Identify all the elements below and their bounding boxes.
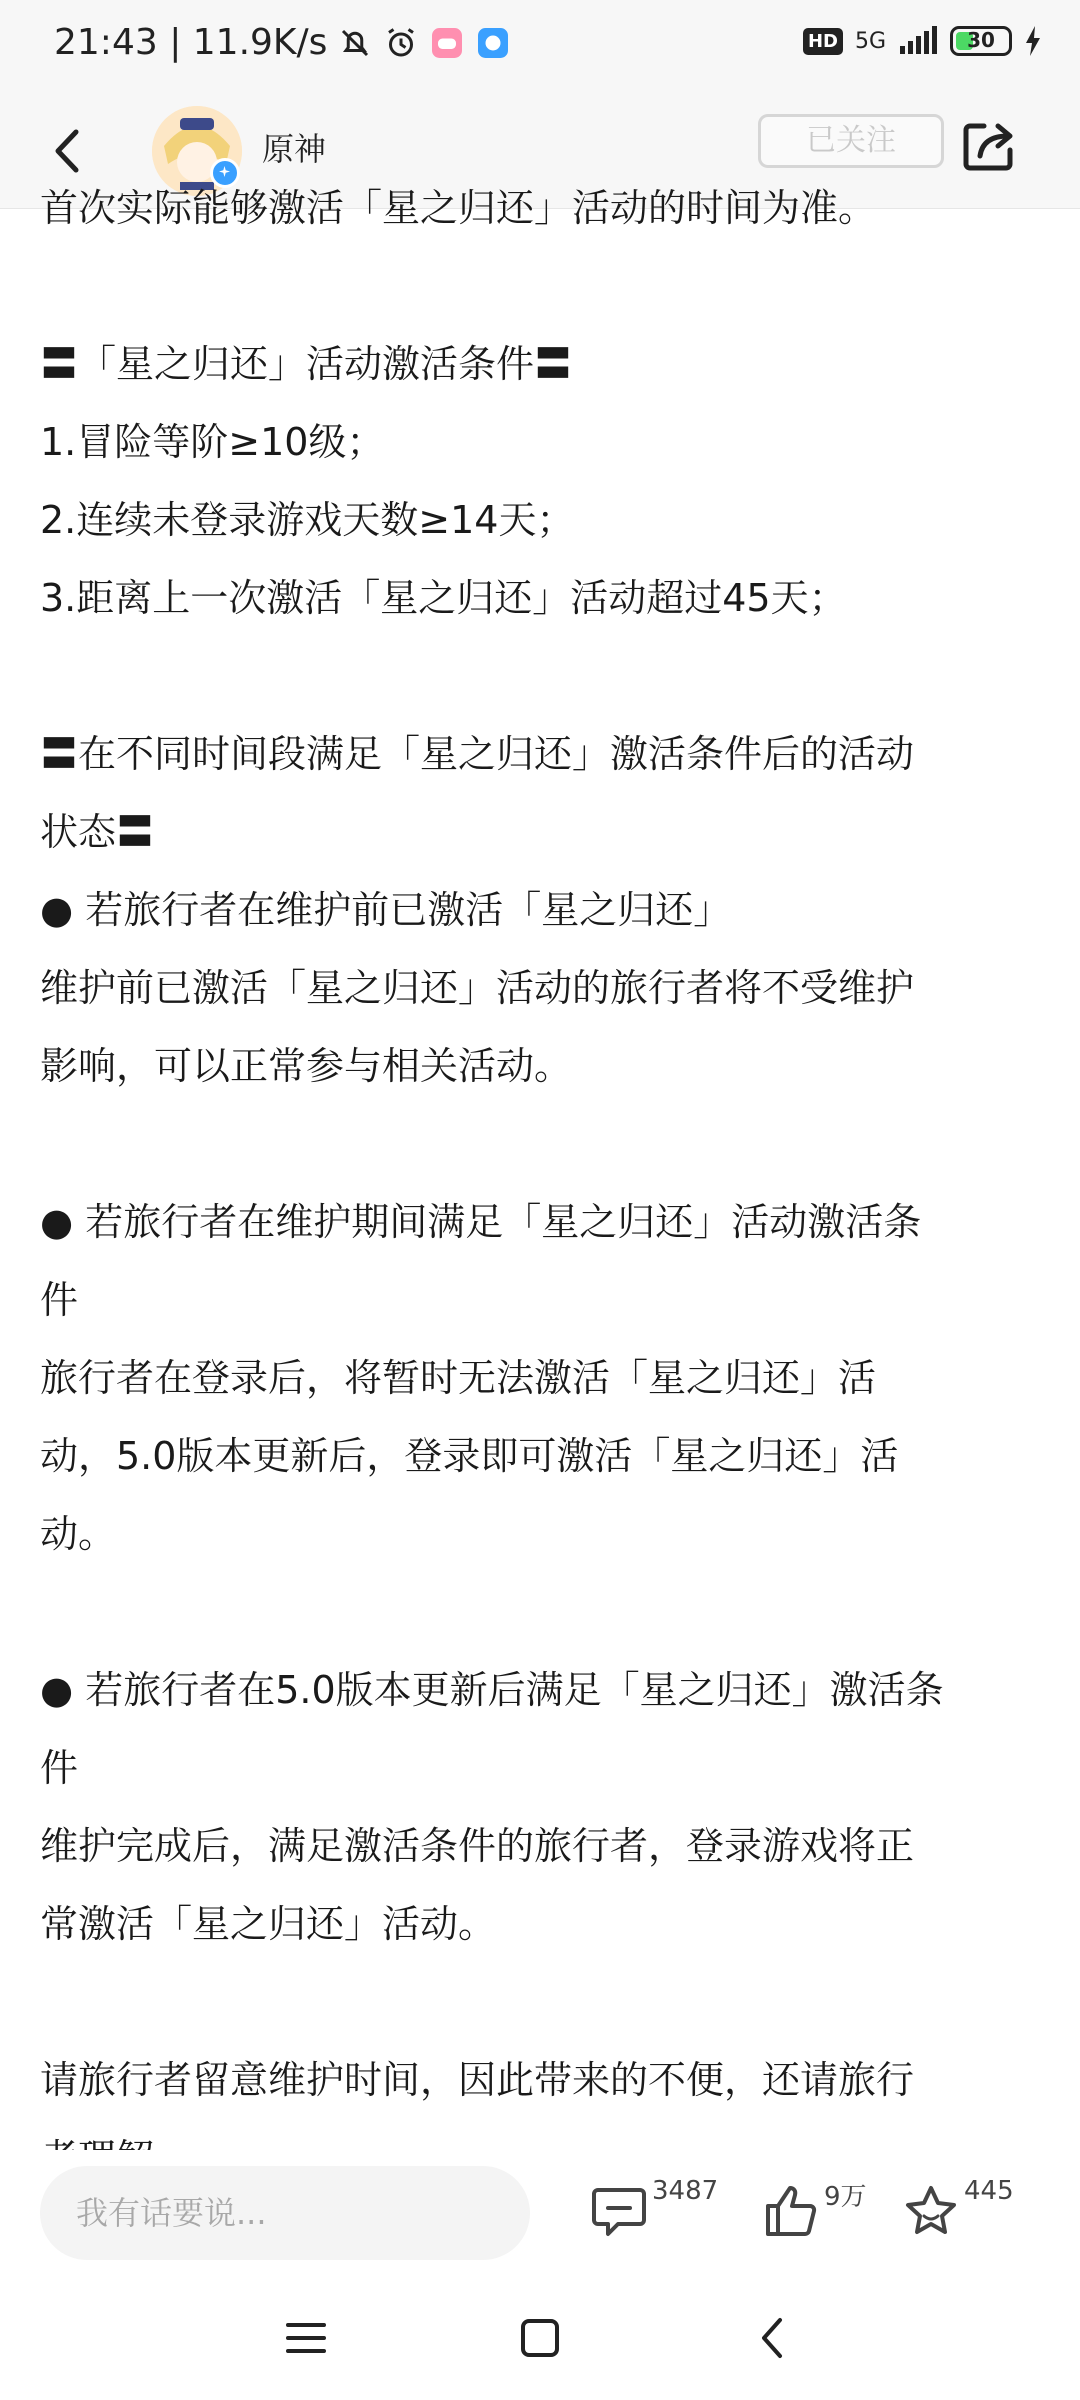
alarm-clock-icon bbox=[383, 25, 419, 61]
like-stat[interactable] bbox=[760, 2180, 867, 2242]
article-line: ● 若旅行者在维护期间满足「星之归还」活动激活条 bbox=[40, 1200, 922, 1244]
bottom-action-bar bbox=[0, 2150, 1080, 2272]
thumbs-up-icon[interactable] bbox=[760, 2180, 822, 2242]
article-line: 旅行者在登录后，将暂时无法激活「星之归还」活 bbox=[40, 1356, 877, 1400]
article-line: 1.冒险等阶≥10级； bbox=[40, 420, 385, 464]
article-line: 〓「星之归还」活动激活条件〓 bbox=[40, 342, 573, 386]
home-icon[interactable] bbox=[514, 2312, 566, 2364]
status-right bbox=[803, 26, 1042, 56]
menu-icon[interactable] bbox=[280, 2312, 332, 2364]
article-line: ● 若旅行者在5.0版本更新后满足「星之归还」激活条 bbox=[40, 1668, 944, 1712]
article-content bbox=[40, 186, 1050, 2153]
comment-input[interactable] bbox=[40, 2166, 530, 2260]
favorite-stat[interactable] bbox=[900, 2176, 1014, 2242]
status-left bbox=[54, 22, 511, 63]
blank-line bbox=[40, 247, 1050, 325]
article-line: 动，5.0版本更新后，登录即可激活「星之归还」活 bbox=[40, 1434, 899, 1478]
article-line: 件 bbox=[40, 1746, 79, 1790]
article-body bbox=[40, 169, 1050, 2197]
comment-icon[interactable] bbox=[588, 2180, 650, 2242]
back-nav-icon[interactable] bbox=[748, 2312, 800, 2364]
article-line: 〓在不同时间段满足「星之归还」激活条件后的活动 bbox=[40, 732, 915, 776]
article-line: 首次实际能够激活「星之归还」活动的时间为准。 bbox=[40, 186, 877, 230]
article-line: 影响，可以正常参与相关活动。 bbox=[40, 1044, 573, 1088]
article-line: 维护前已激活「星之归还」活动的旅行者将不受维护 bbox=[40, 966, 915, 1010]
article-line: 2.连续未登录游戏天数≥14天； bbox=[40, 498, 575, 542]
article-line: 状态〓 bbox=[40, 810, 155, 854]
article-line: 维护完成后，满足激活条件的旅行者，登录游戏将正 bbox=[40, 1824, 915, 1868]
game-app-icon bbox=[429, 25, 465, 61]
article-line: 请旅行者留意维护时间，因此带来的不便，还请旅行 bbox=[40, 2058, 915, 2102]
hd-badge: HD bbox=[803, 28, 843, 55]
battery-icon bbox=[950, 26, 1012, 56]
blank-line bbox=[40, 1105, 1050, 1183]
article-line: 动。 bbox=[40, 1512, 117, 1556]
mute-bell-icon bbox=[337, 25, 373, 61]
favorite-count: 445 bbox=[964, 2176, 1014, 2206]
chat-app-icon bbox=[475, 25, 511, 61]
system-nav-bar bbox=[0, 2272, 1080, 2400]
network-type: 5G bbox=[854, 28, 886, 54]
star-icon[interactable] bbox=[900, 2180, 962, 2242]
comment-stat[interactable] bbox=[588, 2176, 719, 2242]
share-icon[interactable] bbox=[958, 116, 1018, 176]
blank-line bbox=[40, 1963, 1050, 2041]
article-line: ● 若旅行者在维护前已激活「星之归还」 bbox=[40, 888, 732, 932]
follow-button[interactable]: 已关注 bbox=[758, 114, 944, 168]
article-line: 3.距离上一次激活「星之归还」活动超过45天； bbox=[40, 576, 847, 620]
blank-line bbox=[40, 637, 1050, 715]
article-line: 件 bbox=[40, 1278, 79, 1322]
battery-level: 30 bbox=[967, 28, 995, 52]
article-line: 常激活「星之归还」活动。 bbox=[40, 1902, 497, 1946]
like-count: 9万 bbox=[824, 2182, 867, 2212]
signal-icon bbox=[898, 26, 938, 56]
comment-count: 3487 bbox=[652, 2176, 719, 2206]
channel-name[interactable]: 原神 bbox=[262, 130, 327, 168]
charging-icon bbox=[1024, 26, 1042, 56]
status-time-speed: 21:43 | 11.9K/s bbox=[54, 22, 328, 63]
blank-line bbox=[40, 1573, 1050, 1651]
status-bar bbox=[0, 0, 1080, 96]
